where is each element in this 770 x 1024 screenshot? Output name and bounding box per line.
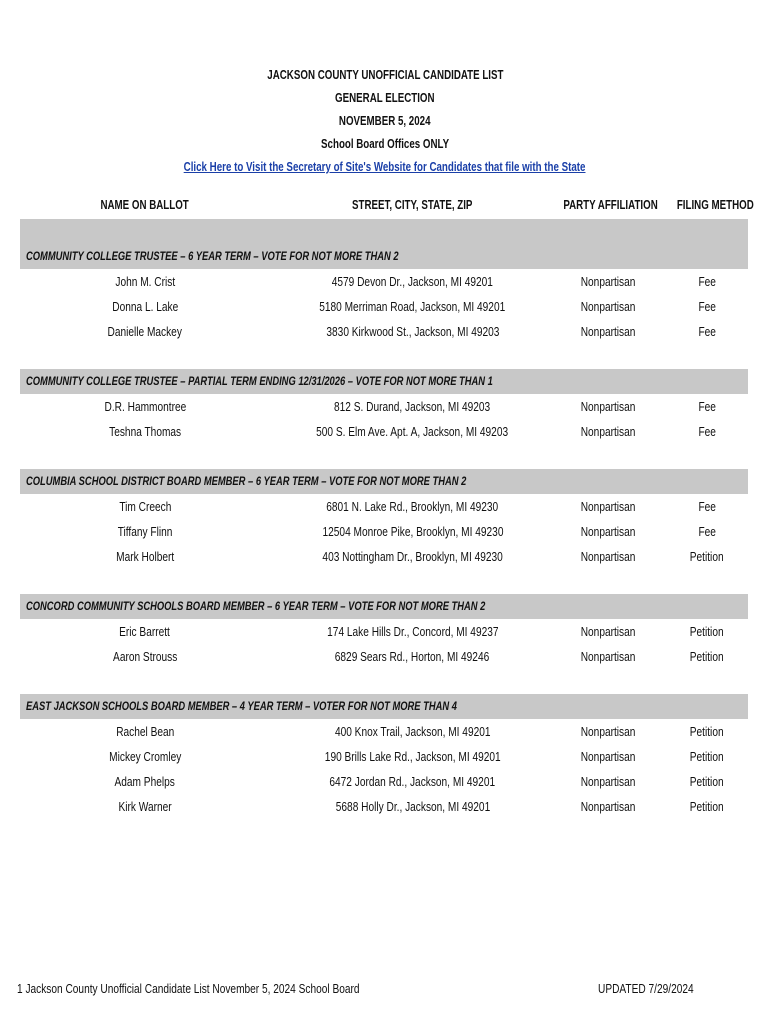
election-date: NOVEMBER 5, 2024: [339, 114, 431, 128]
filing-method: Fee: [698, 399, 716, 414]
candidate-name: Mickey Cromley: [108, 749, 182, 764]
candidate-address: 6829 Sears Rd., Horton, MI 49246: [335, 649, 490, 664]
candidate-name: Tim Creech: [118, 499, 172, 514]
candidate-name: Rachel Bean: [115, 724, 175, 739]
filing-method: Petition: [690, 749, 724, 764]
filing-method: Petition: [690, 549, 724, 564]
footer-page-label: 1 Jackson County Unofficial Candidate List November 5, 2024 School Board: [17, 981, 360, 996]
candidate-row: [20, 744, 748, 769]
filing-method: Fee: [698, 324, 716, 339]
candidate-party: Nonpartisan: [580, 424, 636, 439]
candidate-address: 190 Brills Lake Rd., Jackson, MI 49201: [324, 749, 501, 764]
secretary-of-state-link[interactable]: Click Here to Visit the Secretary of Site's Website for Candidates that file with the State: [184, 160, 586, 174]
document-header: [0, 64, 770, 179]
office-title: COMMUNITY COLLEGE TRUSTEE – PARTIAL TERM ENDING 12/31/2026 – VOTE FOR NOT MORE THAN 1: [20, 369, 748, 394]
candidate-address: 812 S. Durand, Jackson, MI 49203: [334, 399, 491, 414]
candidate-address: 12504 Monroe Pike, Brooklyn, MI 49230: [322, 524, 503, 539]
filing-method: Petition: [690, 624, 724, 639]
filing-method: Fee: [698, 299, 716, 314]
doc-title: JACKSON COUNTY UNOFFICIAL CANDIDATE LIST: [266, 68, 504, 82]
candidate-party: Nonpartisan: [580, 799, 636, 814]
candidate-row: [20, 544, 748, 569]
candidate-row: [20, 319, 748, 344]
candidate-address: 174 Lake Hills Dr., Concord, MI 49237: [326, 624, 499, 639]
col-name-header: NAME ON BALLOT: [100, 198, 190, 212]
candidate-party: Nonpartisan: [580, 724, 636, 739]
office-title: COLUMBIA SCHOOL DISTRICT BOARD MEMBER – 6 YEAR TERM – VOTE FOR NOT MORE THAN 2: [20, 469, 748, 494]
filing-method: Fee: [698, 524, 716, 539]
candidate-name: Eric Barrett: [119, 624, 171, 639]
candidate-row: [20, 394, 748, 419]
filing-method: Petition: [690, 724, 724, 739]
candidate-row: [20, 619, 748, 644]
candidate-name: Mark Holbert: [115, 549, 175, 564]
filing-method: Petition: [690, 799, 724, 814]
candidate-name: Teshna Thomas: [109, 424, 181, 439]
office-section: [20, 469, 748, 569]
office-section: [20, 369, 748, 444]
candidate-name: Tiffany Flinn: [117, 524, 173, 539]
candidate-row: [20, 294, 748, 319]
candidate-name: John M. Crist: [115, 274, 175, 289]
candidate-address: 5688 Holly Dr., Jackson, MI 49201: [335, 799, 490, 814]
election-name: GENERAL ELECTION: [335, 91, 435, 105]
candidate-name: Aaron Strouss: [112, 649, 178, 664]
office-section: [20, 594, 748, 669]
candidate-party: Nonpartisan: [580, 774, 636, 789]
candidate-row: [20, 419, 748, 444]
candidate-party: Nonpartisan: [580, 499, 636, 514]
candidate-row: [20, 769, 748, 794]
candidate-address: 4579 Devon Dr., Jackson, MI 49201: [331, 274, 494, 289]
col-method-header: FILING METHOD: [676, 198, 754, 212]
candidate-name: D.R. Hammontree: [104, 399, 186, 414]
office-section: [20, 694, 748, 819]
candidate-name: Kirk Warner: [118, 799, 172, 814]
candidate-party: Nonpartisan: [580, 274, 636, 289]
office-title: EAST JACKSON SCHOOLS BOARD MEMBER – 4 YEAR TERM – VOTER FOR NOT MORE THAN 4: [20, 694, 748, 719]
filing-method: Fee: [698, 499, 716, 514]
col-party-header: PARTY AFFILIATION: [563, 198, 658, 212]
candidate-row: [20, 794, 748, 819]
filing-method: Petition: [690, 649, 724, 664]
filing-method: Fee: [698, 424, 716, 439]
candidate-row: [20, 494, 748, 519]
candidate-name: Adam Phelps: [114, 774, 176, 789]
candidate-name: Danielle Mackey: [107, 324, 183, 339]
candidate-party: Nonpartisan: [580, 324, 636, 339]
candidate-address: 6801 N. Lake Rd., Brooklyn, MI 49230: [326, 499, 499, 514]
footer-updated-date: UPDATED 7/29/2024: [598, 981, 694, 996]
col-address-header: STREET, CITY, STATE, ZIP: [352, 198, 473, 212]
candidate-party: Nonpartisan: [580, 649, 636, 664]
office-title: COMMUNITY COLLEGE TRUSTEE – 6 YEAR TERM – VOTE FOR NOT MORE THAN 2: [20, 244, 748, 269]
candidate-party: Nonpartisan: [580, 299, 636, 314]
candidate-party: Nonpartisan: [580, 749, 636, 764]
candidate-name: Donna L. Lake: [112, 299, 178, 314]
candidate-row: [20, 719, 748, 744]
candidate-address: 3830 Kirkwood St., Jackson, MI 49203: [325, 324, 500, 339]
candidate-address: 500 S. Elm Ave. Apt. A, Jackson, MI 49203: [316, 424, 509, 439]
candidate-party: Nonpartisan: [580, 624, 636, 639]
office-section: [20, 244, 748, 344]
candidate-row: [20, 519, 748, 544]
column-headers: [0, 198, 770, 218]
office-title: CONCORD COMMUNITY SCHOOLS BOARD MEMBER – 6 YEAR TERM – VOTE FOR NOT MORE THAN 2: [20, 594, 748, 619]
header-divider-band: [20, 219, 748, 244]
candidate-address: 6472 Jordan Rd., Jackson, MI 49201: [329, 774, 496, 789]
candidate-party: Nonpartisan: [580, 524, 636, 539]
candidate-party: Nonpartisan: [580, 399, 636, 414]
filing-method: Fee: [698, 274, 716, 289]
page-footer: [0, 981, 770, 1001]
candidate-party: Nonpartisan: [580, 549, 636, 564]
candidate-row: [20, 644, 748, 669]
filing-method: Petition: [690, 774, 724, 789]
sos-link-row: [0, 156, 770, 179]
candidate-address: 5180 Merriman Road, Jackson, MI 49201: [319, 299, 506, 314]
offices-subtitle: School Board Offices ONLY: [320, 137, 450, 151]
candidate-row: [20, 269, 748, 294]
candidate-address: 403 Nottingham Dr., Brooklyn, MI 49230: [322, 549, 503, 564]
candidate-address: 400 Knox Trail, Jackson, MI 49201: [334, 724, 491, 739]
